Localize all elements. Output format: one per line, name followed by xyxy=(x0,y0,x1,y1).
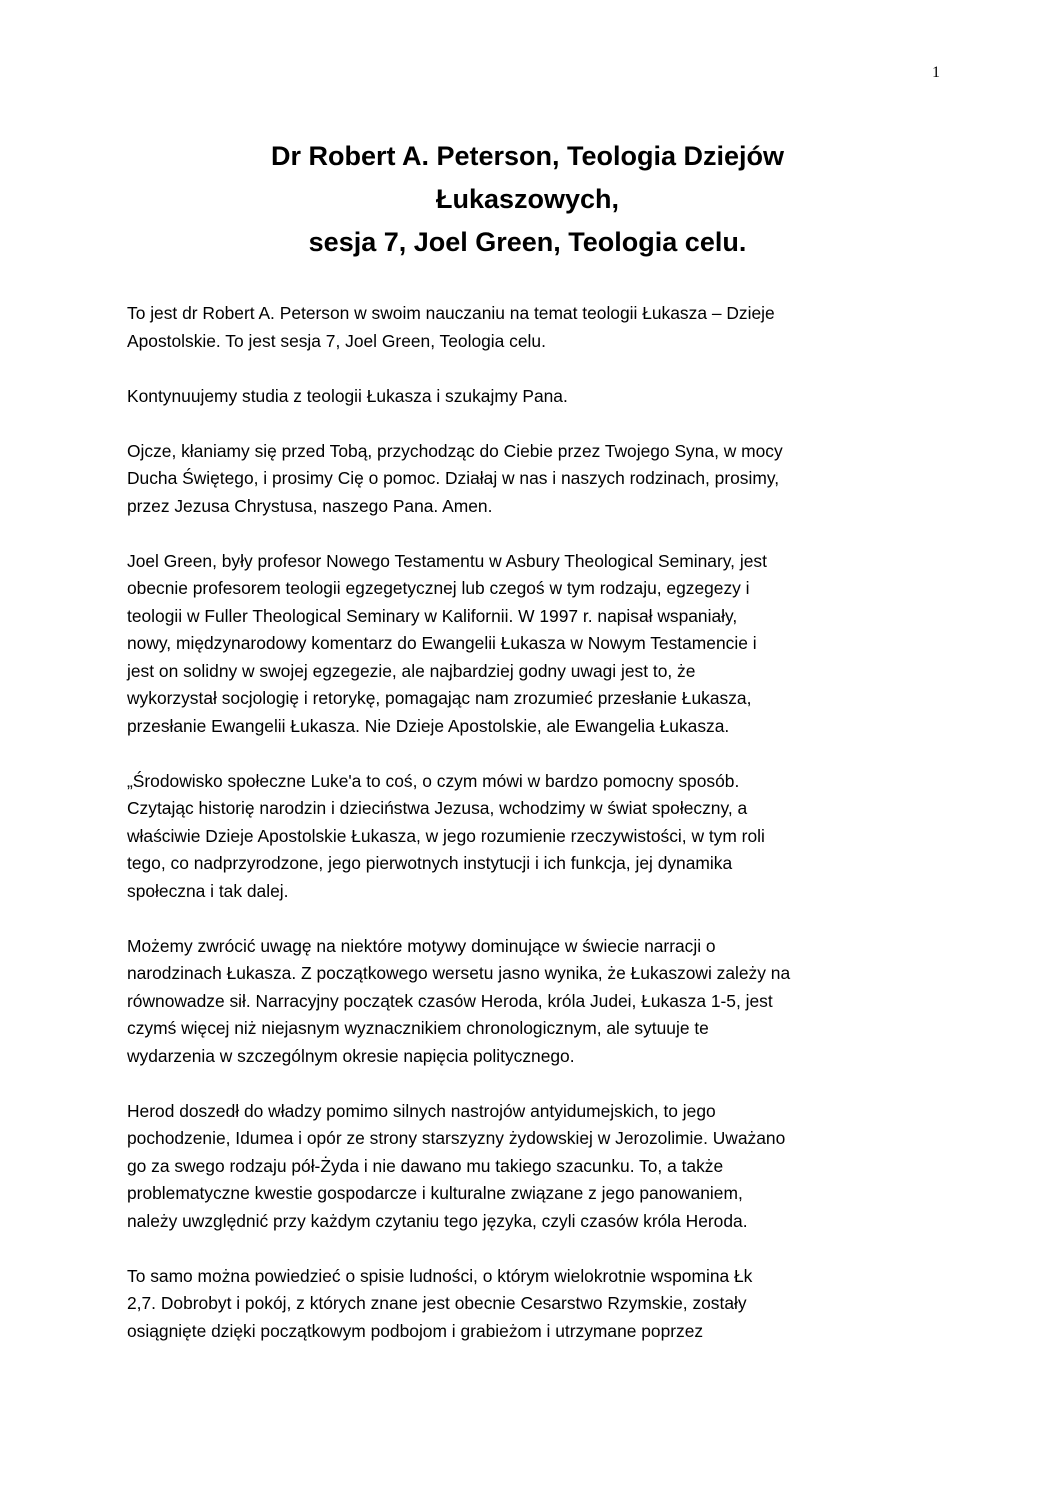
text-line: teologii w Fuller Theological Seminary w Kalifornii. W 1997 r. napisał wspaniały, xyxy=(127,605,738,626)
text-line: obecnie profesorem teologii egzegetycznej lub czegoś w tym rodzaju, egzegezy i xyxy=(127,578,750,598)
text-line: Ducha Świętego, i prosimy Cię o pomoc. Działaj w nas i naszych rodzinach, prosimy, xyxy=(127,468,780,488)
paragraph xyxy=(127,300,927,355)
text-line: nowy, międzynarodowy komentarz do Ewangelii Łukasza w Nowym Testamencie i xyxy=(127,633,757,653)
text-line: Możemy zwrócić uwagę na niektóre motywy dominujące w świecie narracji o xyxy=(127,935,716,956)
paragraph xyxy=(127,1263,927,1346)
text-line: 2,7. Dobrobyt i pokój, z których znane jest obecnie Cesarstwo Rzymskie, zostały xyxy=(127,1293,747,1313)
text-line: osiągnięte dzięki początkowym podbojom i grabieżom i utrzymane poprzez xyxy=(127,1320,704,1341)
text-line: To samo można powiedzieć o spisie ludności, o którym wielokrotnie wspomina Łk xyxy=(127,1265,753,1286)
document-body xyxy=(127,300,927,1373)
paragraph xyxy=(127,438,927,521)
text-line: problematyczne kwestie gospodarcze i kulturalne związane z jego panowaniem, xyxy=(127,1183,743,1203)
paragraph xyxy=(127,548,927,741)
text-line: go za swego rodzaju pół-Żyda i nie dawano mu takiego szacunku. To, a także xyxy=(127,1155,724,1176)
text-line: Joel Green, były profesor Nowego Testamentu w Asbury Theological Seminary, jest xyxy=(127,550,767,571)
paragraph xyxy=(127,933,927,1071)
text-line: To jest dr Robert A. Peterson w swoim nauczaniu na temat teologii Łukasza – Dzieje xyxy=(127,303,775,323)
text-line: Herod doszedł do władzy pomimo silnych nastrojów antyidumejskich, to jego xyxy=(127,1100,716,1121)
paragraph xyxy=(127,383,927,411)
paragraph xyxy=(127,768,927,906)
title-line: Dr Robert A. Peterson, Teologia Dziejów xyxy=(270,141,785,171)
text-line: Apostolskie. To jest sesja 7, Joel Green, Teologia celu. xyxy=(127,330,546,351)
text-line: Kontynuujemy studia z teologii Łukasza i szukajmy Pana. xyxy=(127,385,568,406)
text-line: „Środowisko społeczne Luke'a to coś, o czym mówi w bardzo pomocny sposób. xyxy=(127,770,740,791)
text-line: Czytając historię narodzin i dzieciństwa Jezusa, wchodzimy w świat społeczny, a xyxy=(127,798,748,818)
page-number: 1 xyxy=(932,64,940,81)
text-line: równowadze sił. Narracyjny początek czasów Heroda, króla Judei, Łukasza 1-5, jest xyxy=(127,990,773,1011)
text-line: wykorzystał socjologię i retorykę, pomagając nam zrozumieć przesłanie Łukasza, xyxy=(127,688,752,708)
paragraph xyxy=(127,1098,927,1236)
text-line: pochodzenie, Idumea i opór ze strony starszyzny żydowskiej w Jerozolimie. Uważano xyxy=(127,1128,786,1148)
title-line: sesja 7, Joel Green, Teologia celu. xyxy=(308,227,747,257)
text-line: jest on solidny w swojej egzegezie, ale najbardziej godny uwagi jest to, że xyxy=(127,660,696,681)
text-line: Ojcze, kłaniamy się przed Tobą, przychodząc do Ciebie przez Twojego Syna, w mocy xyxy=(127,440,783,461)
text-line: wydarzenia w szczególnym okresie napięcia politycznego. xyxy=(127,1045,575,1066)
text-line: należy uwzględnić przy każdym czytaniu tego języka, czyli czasów króla Heroda. xyxy=(127,1210,748,1231)
title-line: Łukaszowych, xyxy=(435,184,620,214)
text-line: społeczna i tak dalej. xyxy=(127,880,289,901)
document-title xyxy=(110,135,945,264)
text-line: przez Jezusa Chrystusa, naszego Pana. Amen. xyxy=(127,495,493,516)
text-line: narodzinach Łukasza. Z początkowego wersetu jasno wynika, że Łukaszowi zależy na xyxy=(127,963,791,983)
text-line: tego, co nadprzyrodzone, jego pierwotnych instytucji i ich funkcja, jej dynamika xyxy=(127,853,733,873)
text-line: czymś więcej niż niejasnym wyznacznikiem chronologicznym, ale sytuuje te xyxy=(127,1018,709,1038)
text-line: przesłanie Ewangelii Łukasza. Nie Dzieje Apostolskie, ale Ewangelia Łukasza. xyxy=(127,715,730,736)
text-line: właściwie Dzieje Apostolskie Łukasza, w jego rozumienie rzeczywistości, w tym roli xyxy=(127,825,765,846)
